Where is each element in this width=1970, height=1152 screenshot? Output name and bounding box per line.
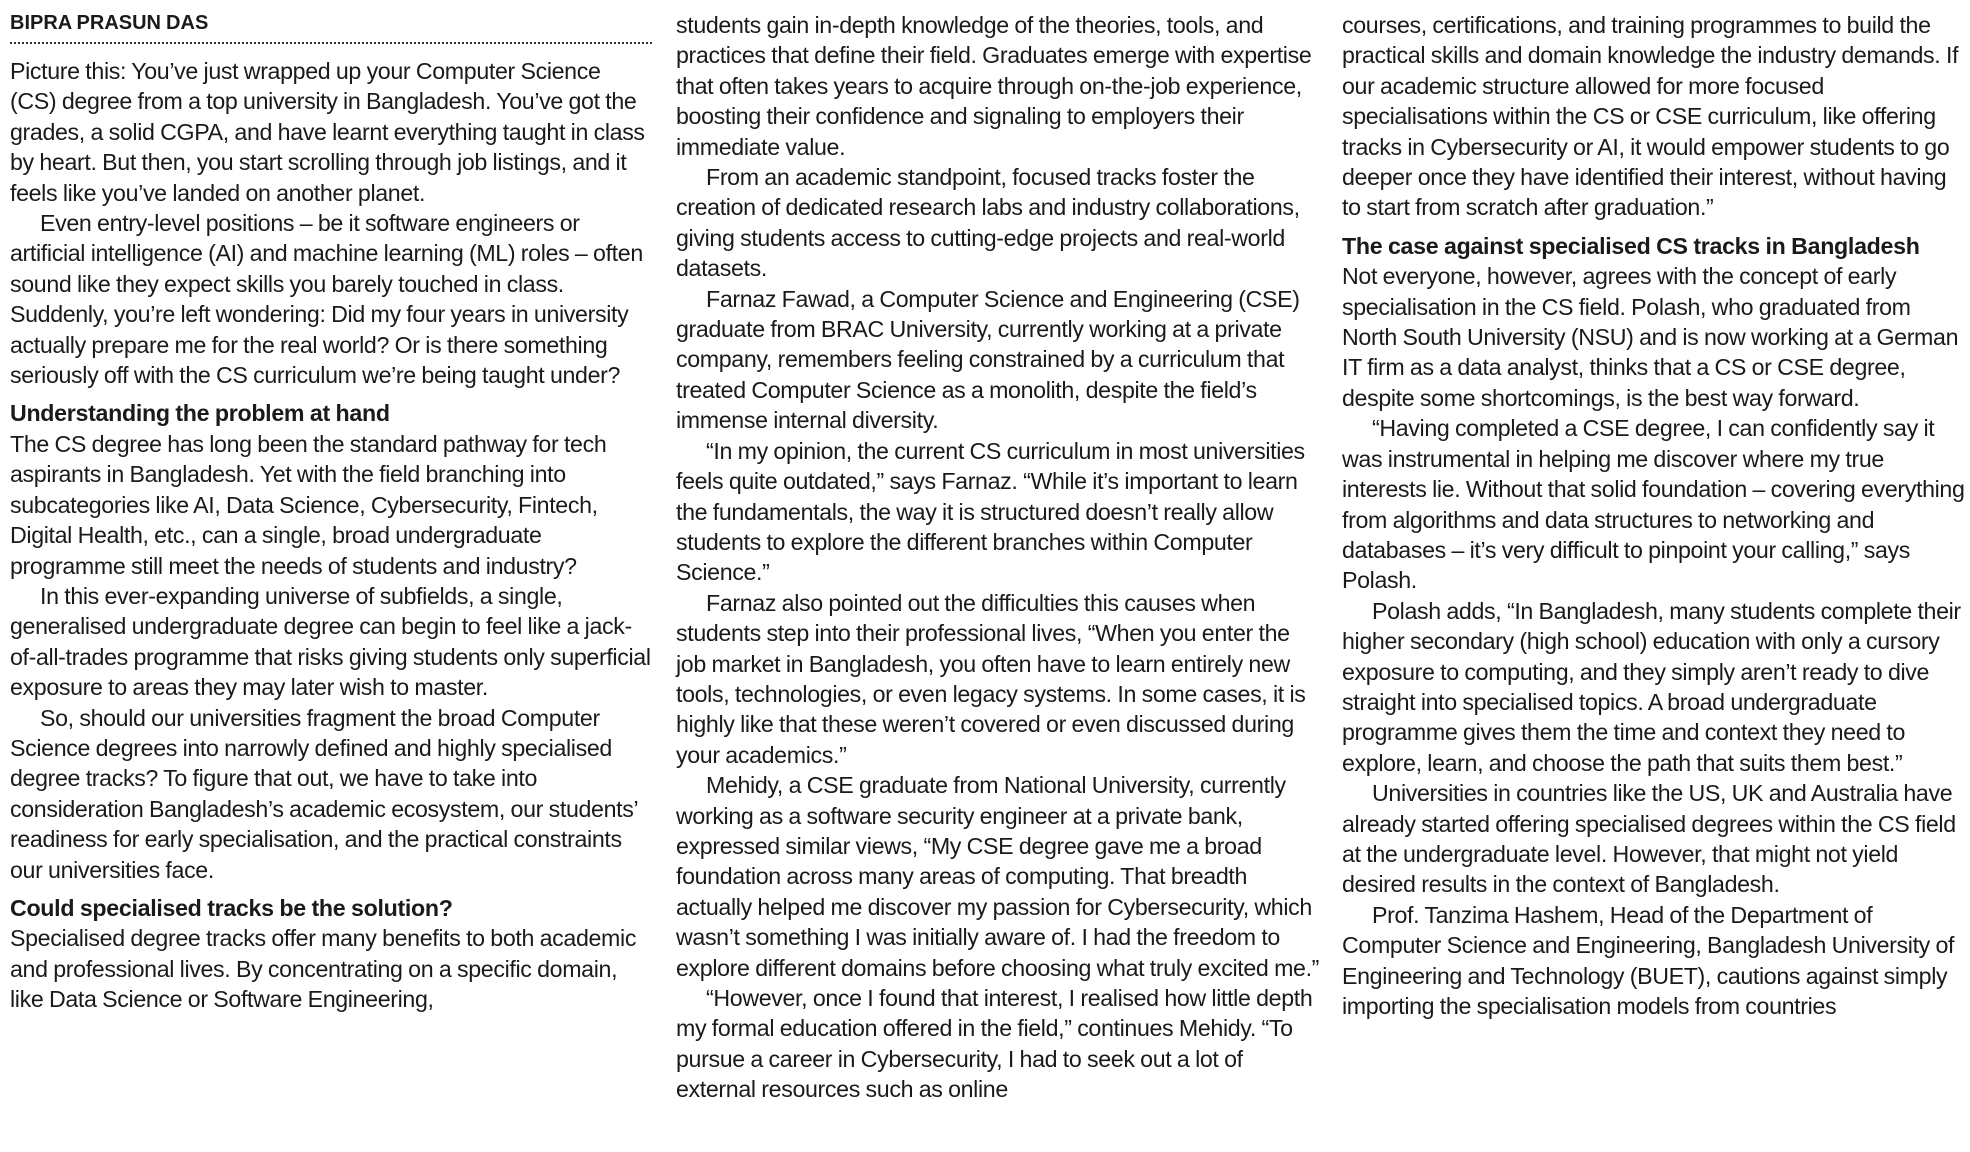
paragraph: The CS degree has long been the standard pathway for tech aspirants in Bangladesh. Yet with the field branching into subcategories like AI, Data Science, Cybersecurity, Fintech, Digital Health, etc., can a single, broad undergraduate programme still meet the needs of students and industry? — [10, 430, 607, 579]
section-heading: Understanding the problem at hand — [10, 400, 390, 427]
section-heading: The case against specialised CS tracks in Bangladesh — [1342, 232, 1920, 259]
paragraph: Mehidy, a CSE graduate from National University, currently working as a software security engineer at a private bank, expressed similar views, “My CSE degree gave me a broad foundation across many areas of computing. That breadth actually helped me discover my passion for Cybersecurity, which wasn’t something I was initially aware of. I had the freedom to explore different domains before choosing what truly excited me.” — [676, 772, 1320, 981]
paragraph: Farnaz also pointed out the difficulties this causes when students step into their professional lives, “When you enter the job market in Bangladesh, you often have to learn entirely new tools, technologies, or even legacy systems. In some cases, it is highly like that these weren’t covered or even discussed during your academics.” — [676, 589, 1306, 768]
section-heading: Could specialised tracks be the solution? — [10, 894, 453, 921]
paragraph: Even entry-level positions – be it software engineers or artificial intelligence (AI) and machine learning (ML) roles – often sound like they expect skills you barely touched in class. Suddenly, you’re left wondering: Did my four years in university actually prepare me for the real world? Or is there something seriously off with the CS curriculum we’re being taught under? — [10, 210, 643, 389]
paragraph: Polash adds, “In Bangladesh, many students complete their higher secondary (high school) education with only a cursory exposure to computing, and they simply aren’t ready to dive straight into specialised topics. A broad undergraduate programme gives them the time and context they need to explore, learn, and choose the path that suits them best.” — [1342, 597, 1961, 776]
paragraph: “However, once I found that interest, I realised how little depth my formal education offered in the field,” continues Mehidy. “To pursue a career in Cybersecurity, I had to seek out a lot of external resources such as online — [676, 985, 1313, 1103]
paragraph: Picture this: You’ve just wrapped up your Computer Science (CS) degree from a top university in Bangladesh. You’ve got the grades, a solid CGPA, and have learnt everything taught in class by heart. But then, you start scrolling through job listings, and it feels like you’ve landed on another planet. — [10, 58, 645, 206]
paragraph: Universities in countries like the US, UK and Australia have already started offering specialised degrees within the CS field at the undergraduate level. However, that might not yield desired results in the context of Bangladesh. — [1342, 780, 1956, 898]
paragraph: courses, certifications, and training programmes to build the practical skills and domain knowledge the industry demands. If our academic structure allowed for more focused specialisations within the CS or CSE curriculum, like offering tracks in Cybersecurity or AI, it would empower students to go deeper once they have identified their interest, without having to start from scratch after graduation.” — [1342, 12, 1959, 221]
paragraph: students gain in-depth knowledge of the theories, tools, and practices that define their field. Graduates emerge with expertise that often takes years to acquire through on-the-job experience, boosting their confidence and signaling to employers their immediate value. — [676, 12, 1312, 160]
paragraph: Farnaz Fawad, a Computer Science and Engineering (CSE) graduate from BRAC University, currently working at a private company, remembers feeling constrained by a curriculum that treated Computer Science as a monolith, despite the field’s immense internal diversity. — [676, 285, 1300, 434]
paragraph: Prof. Tanzima Hashem, Head of the Department of Computer Science and Engineering, Bangladesh University of Engineering and Technology (BUET), cautions against simply importing the specialisation models from countries — [1342, 901, 1955, 1019]
paragraph: Not everyone, however, agrees with the concept of early specialisation in the CS field. Polash, who graduated from North South University (NSU) and is now working at a German IT firm as a data analyst, thinks that a CS or CSE degree, despite some shortcomings, is the best way forward. — [1342, 263, 1959, 411]
paragraph: Specialised degree tracks offer many benefits to both academic and professional lives. By concentrating on a specific domain, like Data Science or Software Engineering, — [10, 925, 637, 1013]
paragraph: So, should our universities fragment the broad Computer Science degrees into narrowly defined and highly specialised degree tracks? To figure that out, we have to take into consideration Bangladesh’s academic ecosystem, our students’ readiness for early specialisation, and the practical constraints our universities face. — [10, 704, 638, 883]
article-column-2 — [676, 10, 1322, 1105]
paragraph: “Having completed a CSE degree, I can confidently say it was instrumental in helping me discover where my true interests lie. Without that solid foundation – covering everything from algorithms and data structures to networking and databases – it’s very difficult to pinpoint your calling,” says Polash. — [1342, 415, 1965, 594]
paragraph: From an academic standpoint, focused tracks foster the creation of dedicated research labs and industry collaborations, giving students access to cutting-edge projects and real-world datasets. — [676, 164, 1300, 282]
author-byline: BIPRA PRASUN DAS — [10, 10, 652, 44]
article-column-3 — [1342, 10, 1968, 1021]
paragraph: “In my opinion, the current CS curriculum in most universities feels quite outdated,” says Farnaz. “While it’s important to learn the fundamentals, the way it is structured doesn’t really allow students to explore the different branches within Computer Science.” — [676, 437, 1305, 586]
article-column-1 — [10, 10, 652, 1015]
paragraph: In this ever-expanding universe of subfields, a single, generalised undergraduate degree can begin to feel like a jack-of-all-trades programme that risks giving students only superficial exposure to areas they may later wish to master. — [10, 582, 651, 701]
